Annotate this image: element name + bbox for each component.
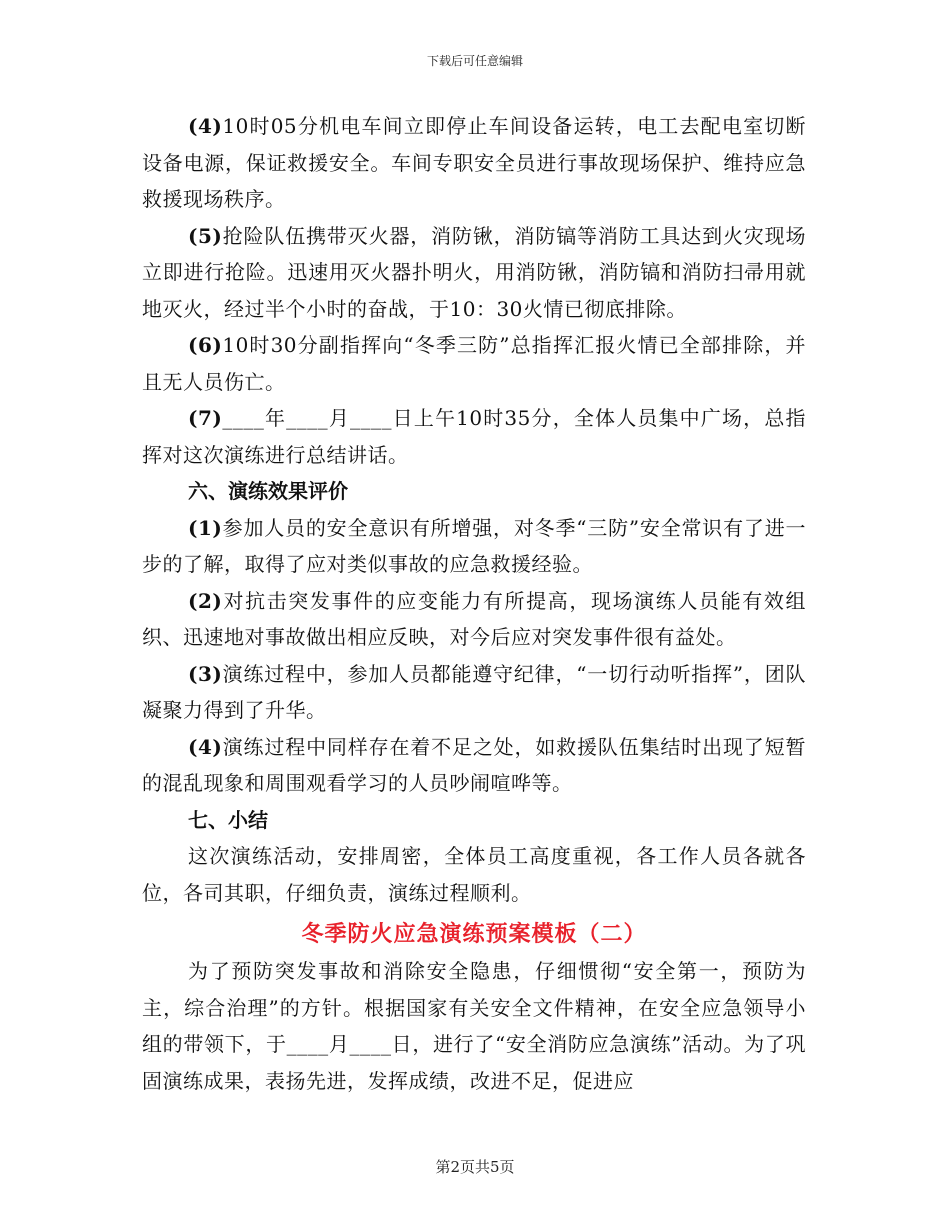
item-text: ____年____月____日上午10时35分，全体人员集中广场，总指挥对这次演练进行总结讲话。 — [142, 406, 806, 467]
item-text: 对抗击突发事件的应变能力有所提高，现场演练人员能有效组织、迅速地对事故做出相应反映，对今后应对突发事件很有益处。 — [142, 588, 806, 649]
page-footer: 第2页共5页 — [435, 1158, 515, 1176]
section-7-heading: 七、小结 — [188, 807, 268, 832]
item-text: 10时30分副指挥向“冬季三防”总指挥汇报火情已全部排除，并且无人员伤亡。 — [142, 333, 806, 394]
item-text: 10时05分机电车间立即停止车间设备运转，电工去配电室切断设备电源，保证救援安全。车间专职安全员进行事故现场保护、维持应急救援现场秩序。 — [142, 114, 806, 211]
item-text: 抢险队伍携带灭火器，消防锹，消防镐等消防工具达到火灾现场立即进行抢险。迅速用灭火器扑明火，用消防锹，消防镐和消防扫帚用就地灭火，经过半个小时的奋战，于10：30火情已彻底排除。 — [142, 223, 806, 321]
item-text: 参加人员的安全意识有所增强，对冬季“三防”安全常识有了进一步的了解，取得了应对类似事故的应急救援经验。 — [142, 515, 806, 576]
intro-paragraph: 为了预防突发事故和消除安全隐患，仔细惯彻“安全第一，预防为主，综合治理”的方针。根据国家有关安全文件精神，在安全应急领导小组的带领下，于____月____日，进行了“安全消防应急演练”活动。为了巩固演练成果，表扬先进，发挥成绩，改进不足，促进应 — [142, 959, 806, 1093]
item-5 — [142, 218, 806, 328]
item-number: (1) — [188, 515, 223, 540]
document-title: 冬季防火应急演练预案模板（二） — [301, 921, 647, 947]
section-6-heading: 六、演练效果评价 — [188, 479, 348, 503]
summary-paragraph: 这次演练活动，安排周密，全体员工高度重视，各工作人员各就各位，各司其职，仔细负责，演练过程顺利。 — [142, 844, 806, 905]
item-number: (2) — [188, 588, 223, 613]
page-header: 下载后可任意编辑 — [426, 54, 523, 68]
item-6 — [142, 327, 806, 400]
item-number: (3) — [188, 661, 223, 686]
document-body — [142, 108, 806, 1099]
item-number: (4) — [188, 114, 223, 138]
eval-item-3 — [142, 656, 806, 729]
item-number: (6) — [188, 333, 223, 357]
eval-item-2 — [142, 583, 806, 656]
eval-item-4 — [142, 729, 806, 802]
item-number: (5) — [188, 223, 223, 248]
item-text: 演练过程中，参加人员都能遵守纪律，“一切行动听指挥”，团队凝聚力得到了升华。 — [142, 661, 806, 722]
item-7 — [142, 400, 806, 473]
item-number: (4) — [188, 734, 223, 759]
item-4 — [142, 108, 806, 218]
item-text: 演练过程中同样存在着不足之处，如救援队伍集结时出现了短暂的混乱现象和周围观看学习的人员吵闹喧哗等。 — [142, 734, 806, 795]
item-number: (7) — [188, 406, 223, 430]
eval-item-1 — [142, 510, 806, 583]
